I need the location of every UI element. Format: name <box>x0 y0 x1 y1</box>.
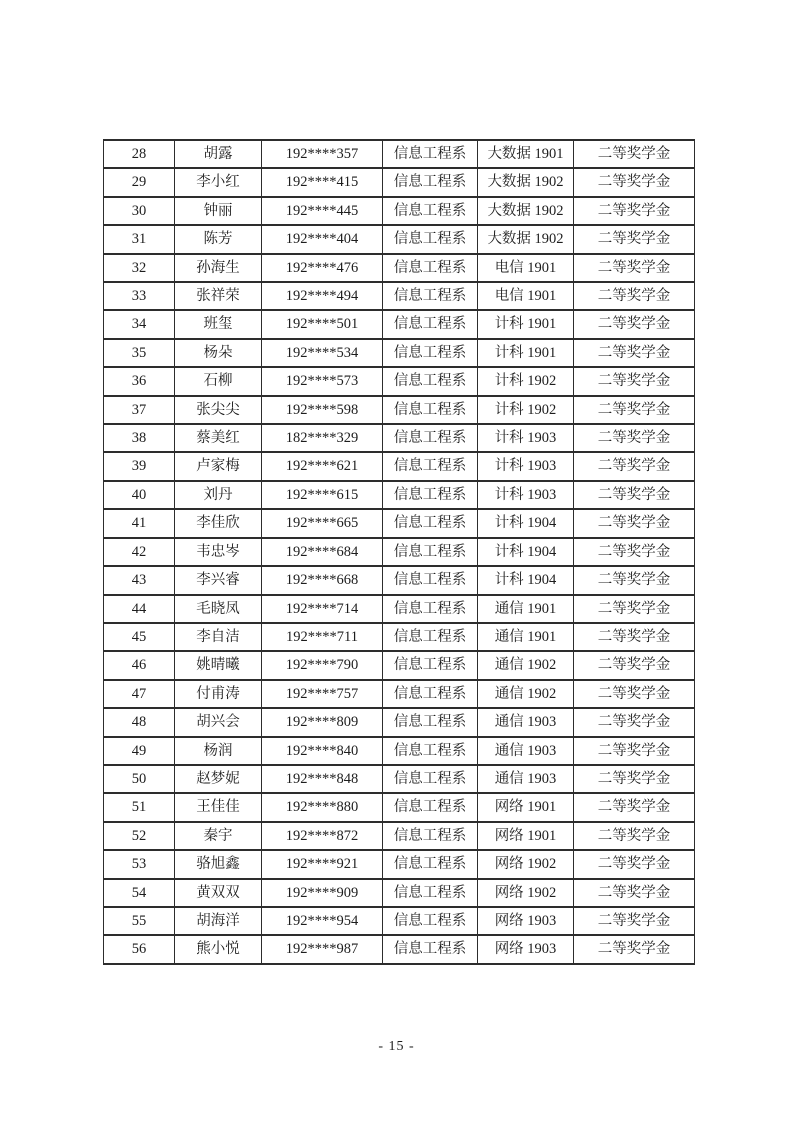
table-cell-student-id: 192****987 <box>262 935 383 963</box>
table-cell-student-id: 182****329 <box>262 424 383 452</box>
table-cell-department: 信息工程系 <box>383 907 478 935</box>
table-cell-student-id: 192****684 <box>262 538 383 566</box>
table-cell-award: 二等奖学金 <box>574 595 695 623</box>
table-cell-no: 39 <box>104 452 175 480</box>
table-cell-no: 45 <box>104 623 175 651</box>
table-cell-student-id: 192****621 <box>262 452 383 480</box>
table-cell-class: 电信 1901 <box>478 254 574 282</box>
table-cell-name: 黄双双 <box>175 879 262 907</box>
table-cell-no: 32 <box>104 254 175 282</box>
table-cell-class: 大数据 1902 <box>478 197 574 225</box>
table-cell-no: 51 <box>104 793 175 821</box>
table-row <box>104 850 695 878</box>
table-cell-name: 付甫涛 <box>175 680 262 708</box>
table-cell-award: 二等奖学金 <box>574 850 695 878</box>
table-row <box>104 367 695 395</box>
table-cell-department: 信息工程系 <box>383 367 478 395</box>
table-cell-name: 孙海生 <box>175 254 262 282</box>
table-cell-award: 二等奖学金 <box>574 566 695 594</box>
table-cell-award: 二等奖学金 <box>574 623 695 651</box>
table-cell-class: 大数据 1901 <box>478 140 574 168</box>
table-cell-name: 蔡美红 <box>175 424 262 452</box>
table-cell-name: 班玺 <box>175 310 262 338</box>
table-cell-no: 53 <box>104 850 175 878</box>
table-cell-department: 信息工程系 <box>383 737 478 765</box>
table-cell-award: 二等奖学金 <box>574 367 695 395</box>
table-cell-student-id: 192****598 <box>262 396 383 424</box>
table-cell-name: 刘丹 <box>175 481 262 509</box>
scholarship-table <box>103 139 695 965</box>
table-cell-no: 56 <box>104 935 175 963</box>
table-cell-class: 通信 1903 <box>478 765 574 793</box>
table-cell-no: 38 <box>104 424 175 452</box>
table-cell-student-id: 192****665 <box>262 509 383 537</box>
table-cell-student-id: 192****415 <box>262 168 383 196</box>
table-cell-name: 胡海洋 <box>175 907 262 935</box>
table-row <box>104 538 695 566</box>
table-row <box>104 907 695 935</box>
table-cell-name: 胡露 <box>175 140 262 168</box>
table-cell-department: 信息工程系 <box>383 651 478 679</box>
table-cell-name: 韦忠岑 <box>175 538 262 566</box>
table-cell-student-id: 192****714 <box>262 595 383 623</box>
table-row <box>104 822 695 850</box>
table-cell-no: 48 <box>104 708 175 736</box>
table-cell-class: 网络 1903 <box>478 907 574 935</box>
table-cell-name: 姚晴曦 <box>175 651 262 679</box>
table-cell-award: 二等奖学金 <box>574 424 695 452</box>
table-cell-department: 信息工程系 <box>383 282 478 310</box>
table-row <box>104 651 695 679</box>
table-cell-student-id: 192****921 <box>262 850 383 878</box>
table-row <box>104 168 695 196</box>
table-row <box>104 595 695 623</box>
table-cell-no: 28 <box>104 140 175 168</box>
page-number: - 15 - <box>378 1039 415 1054</box>
table-cell-department: 信息工程系 <box>383 680 478 708</box>
table-cell-no: 52 <box>104 822 175 850</box>
table-cell-class: 计科 1904 <box>478 538 574 566</box>
table-cell-name: 陈芳 <box>175 225 262 253</box>
table-cell-no: 50 <box>104 765 175 793</box>
table-cell-no: 30 <box>104 197 175 225</box>
table-cell-award: 二等奖学金 <box>574 708 695 736</box>
table-cell-class: 计科 1901 <box>478 310 574 338</box>
table-cell-student-id: 192****790 <box>262 651 383 679</box>
table-cell-no: 36 <box>104 367 175 395</box>
table-cell-award: 二等奖学金 <box>574 737 695 765</box>
table-cell-no: 40 <box>104 481 175 509</box>
table-cell-award: 二等奖学金 <box>574 168 695 196</box>
table-cell-department: 信息工程系 <box>383 850 478 878</box>
table-cell-name: 钟丽 <box>175 197 262 225</box>
table-cell-award: 二等奖学金 <box>574 822 695 850</box>
table-cell-student-id: 192****848 <box>262 765 383 793</box>
table-cell-department: 信息工程系 <box>383 424 478 452</box>
table-cell-award: 二等奖学金 <box>574 793 695 821</box>
table-cell-no: 43 <box>104 566 175 594</box>
table-cell-no: 34 <box>104 310 175 338</box>
table-cell-class: 通信 1903 <box>478 708 574 736</box>
table-cell-student-id: 192****880 <box>262 793 383 821</box>
table-cell-department: 信息工程系 <box>383 708 478 736</box>
table-cell-class: 网络 1902 <box>478 850 574 878</box>
table-row <box>104 793 695 821</box>
table-cell-student-id: 192****668 <box>262 566 383 594</box>
table-cell-class: 计科 1903 <box>478 424 574 452</box>
table-cell-class: 通信 1903 <box>478 737 574 765</box>
table-cell-department: 信息工程系 <box>383 595 478 623</box>
table-cell-award: 二等奖学金 <box>574 879 695 907</box>
table-cell-name: 骆旭鑫 <box>175 850 262 878</box>
table-row <box>104 452 695 480</box>
table-row <box>104 935 695 963</box>
table-cell-award: 二等奖学金 <box>574 481 695 509</box>
table-cell-department: 信息工程系 <box>383 225 478 253</box>
table-cell-student-id: 192****909 <box>262 879 383 907</box>
table-cell-name: 张祥荣 <box>175 282 262 310</box>
table-cell-award: 二等奖学金 <box>574 310 695 338</box>
table-cell-name: 秦宇 <box>175 822 262 850</box>
table-cell-student-id: 192****404 <box>262 225 383 253</box>
table-cell-name: 胡兴会 <box>175 708 262 736</box>
table-cell-no: 49 <box>104 737 175 765</box>
table-cell-student-id: 192****573 <box>262 367 383 395</box>
table-row <box>104 197 695 225</box>
table-cell-department: 信息工程系 <box>383 623 478 651</box>
table-cell-no: 35 <box>104 339 175 367</box>
table-cell-class: 通信 1902 <box>478 680 574 708</box>
table-cell-name: 李自洁 <box>175 623 262 651</box>
table-cell-class: 计科 1904 <box>478 566 574 594</box>
table-cell-student-id: 192****476 <box>262 254 383 282</box>
table-cell-student-id: 192****501 <box>262 310 383 338</box>
table-cell-department: 信息工程系 <box>383 396 478 424</box>
table-cell-name: 卢家梅 <box>175 452 262 480</box>
table-cell-class: 网络 1901 <box>478 793 574 821</box>
table-cell-award: 二等奖学金 <box>574 509 695 537</box>
table-cell-award: 二等奖学金 <box>574 197 695 225</box>
table-cell-award: 二等奖学金 <box>574 396 695 424</box>
table-cell-class: 网络 1901 <box>478 822 574 850</box>
table-cell-no: 54 <box>104 879 175 907</box>
table-row <box>104 140 695 168</box>
table-row <box>104 310 695 338</box>
table-row <box>104 765 695 793</box>
table-cell-student-id: 192****711 <box>262 623 383 651</box>
table-cell-department: 信息工程系 <box>383 254 478 282</box>
table-cell-no: 42 <box>104 538 175 566</box>
table-row <box>104 708 695 736</box>
table-cell-student-id: 192****954 <box>262 907 383 935</box>
table-cell-class: 通信 1902 <box>478 651 574 679</box>
table-cell-department: 信息工程系 <box>383 822 478 850</box>
table-row <box>104 282 695 310</box>
table-cell-department: 信息工程系 <box>383 566 478 594</box>
table-cell-class: 通信 1901 <box>478 595 574 623</box>
table-cell-student-id: 192****615 <box>262 481 383 509</box>
table-cell-class: 网络 1902 <box>478 879 574 907</box>
table-cell-award: 二等奖学金 <box>574 680 695 708</box>
table-cell-department: 信息工程系 <box>383 339 478 367</box>
table-cell-award: 二等奖学金 <box>574 339 695 367</box>
table-cell-no: 44 <box>104 595 175 623</box>
table-cell-class: 计科 1903 <box>478 481 574 509</box>
table-row <box>104 225 695 253</box>
table-cell-class: 电信 1901 <box>478 282 574 310</box>
table-cell-class: 通信 1901 <box>478 623 574 651</box>
table-cell-no: 33 <box>104 282 175 310</box>
table-cell-department: 信息工程系 <box>383 793 478 821</box>
table-row <box>104 254 695 282</box>
table-cell-award: 二等奖学金 <box>574 282 695 310</box>
table-cell-award: 二等奖学金 <box>574 651 695 679</box>
table-cell-class: 网络 1903 <box>478 935 574 963</box>
table-cell-name: 熊小悦 <box>175 935 262 963</box>
table-cell-student-id: 192****757 <box>262 680 383 708</box>
table-cell-class: 计科 1902 <box>478 367 574 395</box>
table-cell-department: 信息工程系 <box>383 481 478 509</box>
table-cell-student-id: 192****445 <box>262 197 383 225</box>
table-row <box>104 424 695 452</box>
table-cell-department: 信息工程系 <box>383 538 478 566</box>
table-cell-award: 二等奖学金 <box>574 538 695 566</box>
table-cell-award: 二等奖学金 <box>574 935 695 963</box>
table-cell-no: 41 <box>104 509 175 537</box>
table-cell-name: 杨朵 <box>175 339 262 367</box>
table-cell-student-id: 192****357 <box>262 140 383 168</box>
table-cell-class: 计科 1903 <box>478 452 574 480</box>
table-row <box>104 481 695 509</box>
table-cell-no: 47 <box>104 680 175 708</box>
table-row <box>104 680 695 708</box>
table-cell-class: 大数据 1902 <box>478 168 574 196</box>
table-row <box>104 396 695 424</box>
table-cell-student-id: 192****872 <box>262 822 383 850</box>
table-cell-student-id: 192****809 <box>262 708 383 736</box>
table-row <box>104 339 695 367</box>
table-row <box>104 509 695 537</box>
table-cell-award: 二等奖学金 <box>574 254 695 282</box>
table-cell-no: 29 <box>104 168 175 196</box>
table-cell-department: 信息工程系 <box>383 197 478 225</box>
table-cell-class: 大数据 1902 <box>478 225 574 253</box>
table-row <box>104 879 695 907</box>
table-cell-student-id: 192****494 <box>262 282 383 310</box>
table-cell-name: 张尖尖 <box>175 396 262 424</box>
table-cell-award: 二等奖学金 <box>574 225 695 253</box>
table-cell-name: 杨润 <box>175 737 262 765</box>
table-cell-no: 31 <box>104 225 175 253</box>
table-cell-class: 计科 1904 <box>478 509 574 537</box>
table-cell-name: 王佳佳 <box>175 793 262 821</box>
table-cell-department: 信息工程系 <box>383 509 478 537</box>
table-cell-student-id: 192****534 <box>262 339 383 367</box>
table-cell-no: 37 <box>104 396 175 424</box>
table-cell-name: 李兴睿 <box>175 566 262 594</box>
table-cell-no: 46 <box>104 651 175 679</box>
table-cell-student-id: 192****840 <box>262 737 383 765</box>
table-cell-department: 信息工程系 <box>383 765 478 793</box>
table-cell-department: 信息工程系 <box>383 168 478 196</box>
table-cell-award: 二等奖学金 <box>574 140 695 168</box>
table-cell-name: 李佳欣 <box>175 509 262 537</box>
table-cell-class: 计科 1901 <box>478 339 574 367</box>
table-row <box>104 737 695 765</box>
table-cell-name: 赵梦妮 <box>175 765 262 793</box>
table-cell-name: 李小红 <box>175 168 262 196</box>
table-cell-name: 毛晓凤 <box>175 595 262 623</box>
table-cell-department: 信息工程系 <box>383 140 478 168</box>
table-body <box>104 140 695 964</box>
table-row <box>104 623 695 651</box>
table-cell-award: 二等奖学金 <box>574 452 695 480</box>
table-cell-department: 信息工程系 <box>383 452 478 480</box>
table-cell-class: 计科 1902 <box>478 396 574 424</box>
table-cell-name: 石柳 <box>175 367 262 395</box>
table-cell-award: 二等奖学金 <box>574 765 695 793</box>
table-cell-no: 55 <box>104 907 175 935</box>
table-cell-award: 二等奖学金 <box>574 907 695 935</box>
table-cell-department: 信息工程系 <box>383 310 478 338</box>
table-row <box>104 566 695 594</box>
table-cell-department: 信息工程系 <box>383 935 478 963</box>
table-cell-department: 信息工程系 <box>383 879 478 907</box>
